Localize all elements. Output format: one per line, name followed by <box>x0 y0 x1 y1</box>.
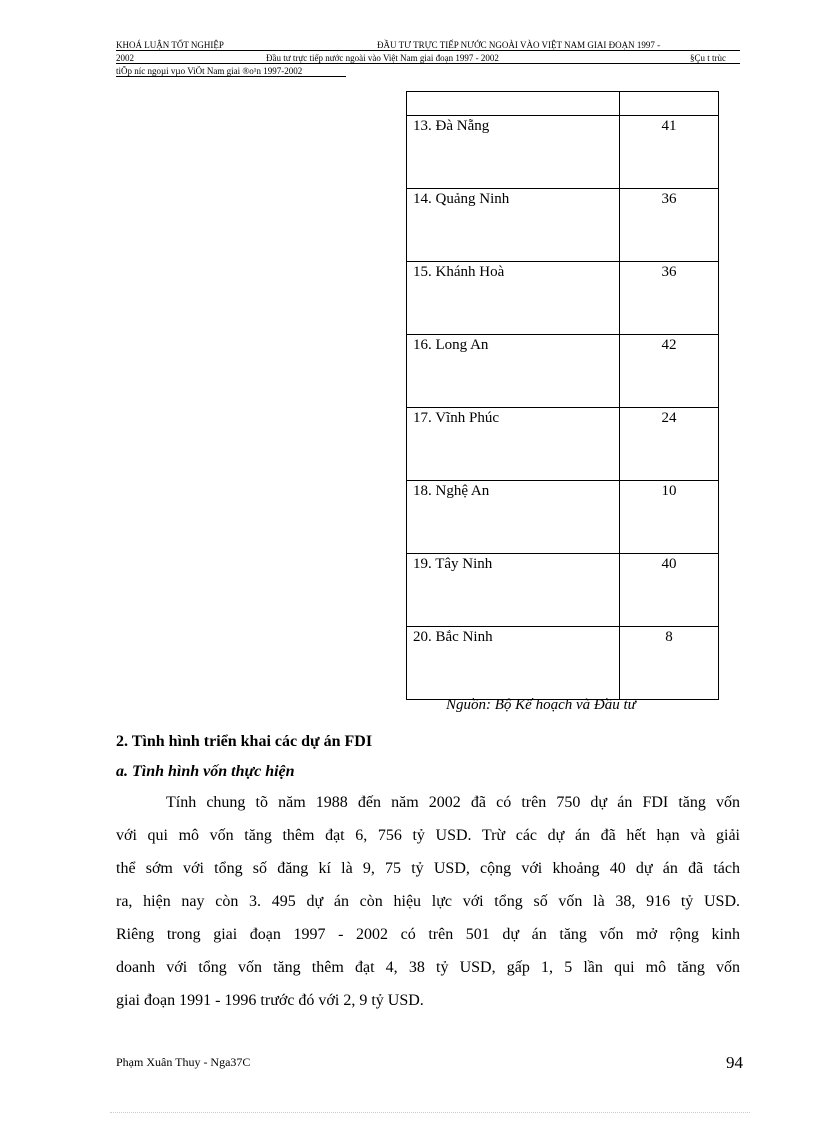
page-number: 94 <box>726 1053 743 1072</box>
header-rule-3 <box>116 76 346 77</box>
province-name: 17. Vĩnh Phúc <box>407 408 620 481</box>
header-garbled-right: §Çu t trùc <box>690 53 726 63</box>
province-name: 19. Tây Ninh <box>407 554 620 627</box>
table-row <box>407 116 719 189</box>
province-value: 36 <box>620 262 719 335</box>
header-left-title: KHOÁ LUẬN TỐT NGHIỆP <box>116 40 224 50</box>
table-row <box>407 481 719 554</box>
header-rule <box>116 50 740 51</box>
province-value: 8 <box>620 627 719 700</box>
paragraph-line: với qui mô vốn tăng thêm đạt 6, 756 tỷ USD. Trừ các dự án đã hết hạn và giải <box>116 827 740 844</box>
footer-author: Phạm Xuân Thuy - Nga37C <box>116 1055 251 1069</box>
paragraph-line: ra, hiện nay còn 3. 495 dự án còn hiệu lực với tổng số vốn là 38, 916 tỷ USD. <box>116 893 740 910</box>
province-value: 24 <box>620 408 719 481</box>
province-name: 14. Quảng Ninh <box>407 189 620 262</box>
paragraph-line: thể sớm với tổng số đăng kí là 9, 75 tỷ USD, cộng với khoảng 40 dự án đã tách <box>116 860 740 877</box>
footer-divider <box>110 1112 750 1113</box>
header-rule-2 <box>116 63 740 64</box>
table-row-empty <box>407 92 719 116</box>
table-row <box>407 189 719 262</box>
header-garbled-line: tiÕp níc ngoµi vµo ViÖt Nam giai ®o¹n 1997-2002 <box>116 66 303 76</box>
paragraph-line: Riêng trong giai đoạn 1997 - 2002 có trên 501 dự án tăng vốn mở rộng kinh <box>116 926 740 943</box>
header-year: 2002 <box>116 53 134 63</box>
province-name: 20. Bắc Ninh <box>407 627 620 700</box>
header-right-title: ĐẦU TƯ TRỰC TIẾP NƯỚC NGOÀI VÀO VIỆT NAM GIAI ĐOẠN 1997 - <box>377 40 661 50</box>
body-paragraph <box>116 790 740 1021</box>
province-name: 13. Đà Nẵng <box>407 116 620 189</box>
province-value: 40 <box>620 554 719 627</box>
province-value: 10 <box>620 481 719 554</box>
province-name: 15. Khánh Hoà <box>407 262 620 335</box>
paragraph-line: doanh với tổng vốn tăng thêm đạt 4, 38 tỷ USD, gấp 1, 5 lần qui mô tăng vốn <box>116 959 740 976</box>
table-row <box>407 262 719 335</box>
header-subtitle: Đầu tư trực tiếp nước ngoài vào Việt Nam giai đoạn 1997 - 2002 <box>266 53 499 63</box>
province-value: 36 <box>620 189 719 262</box>
paragraph-line: Tính chung tõ năm 1988 đến năm 2002 đã có trên 750 dự án FDI tăng vốn <box>166 794 740 811</box>
table-cell <box>407 92 620 116</box>
province-table <box>406 91 719 700</box>
section-heading: 2. Tình hình triển khai các dự án FDI <box>116 733 373 750</box>
table-cell <box>620 92 719 116</box>
table-source: Nguồn: Bộ Kế hoạch và Đầu tư <box>446 697 636 713</box>
province-value: 42 <box>620 335 719 408</box>
province-name: 16. Long An <box>407 335 620 408</box>
province-name: 18. Nghệ An <box>407 481 620 554</box>
table-row <box>407 335 719 408</box>
province-value: 41 <box>620 116 719 189</box>
subsection-heading: a. Tình hình vốn thực hiện <box>116 763 295 780</box>
table-row <box>407 554 719 627</box>
table-row <box>407 627 719 700</box>
table-row <box>407 408 719 481</box>
paragraph-line: giai đoạn 1991 - 1996 trước đó với 2, 9 tỷ USD. <box>116 992 424 1009</box>
